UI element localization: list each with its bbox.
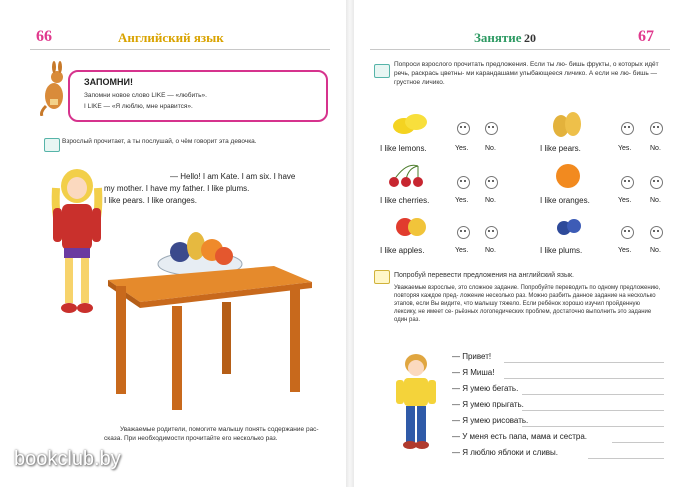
remember-line2: I LIKE — «Я люблю, мне нравится». <box>84 103 193 110</box>
plums-icon <box>554 210 584 240</box>
story-line-1: — Hello! I am Kate. I am six. I have <box>170 172 296 181</box>
no-label: No. <box>650 197 661 204</box>
phrase-7: — Я люблю яблоки и сливы. <box>452 448 559 457</box>
yes-label: Yes. <box>455 197 469 204</box>
listen-instruction: Взрослый прочитает, а ты послушай, о чём говорит эта девочка. <box>62 138 257 145</box>
phrase-6: — У меня есть папа, мама и сестра. <box>452 432 588 441</box>
boy-illustration <box>390 352 442 452</box>
yes-label: Yes. <box>455 247 469 254</box>
lesson-title: Занятие <box>474 30 522 45</box>
answer-line[interactable] <box>588 458 664 459</box>
sentence-lemons: I like lemons. <box>380 144 427 153</box>
lightbulb-icon <box>374 270 390 284</box>
left-header-title: Английский язык <box>118 30 224 45</box>
sad-face-icon[interactable] <box>485 226 498 239</box>
remember-box <box>68 70 328 122</box>
smiley-face-icon[interactable] <box>621 176 634 189</box>
apples-icon <box>394 210 428 240</box>
sentence-oranges: I like oranges. <box>540 196 590 205</box>
no-label: No. <box>650 247 661 254</box>
phrase-3: — Я умею бегать. <box>452 384 519 393</box>
no-label: No. <box>485 247 496 254</box>
sad-face-icon[interactable] <box>485 122 498 135</box>
sad-face-icon[interactable] <box>650 226 663 239</box>
sad-face-icon[interactable] <box>650 176 663 189</box>
answer-line[interactable] <box>504 362 664 363</box>
sad-face-icon[interactable] <box>485 176 498 189</box>
sad-face-icon[interactable] <box>650 122 663 135</box>
yes-label: Yes. <box>618 145 632 152</box>
remember-line1: Запомни новое слово LIKE — «любить». <box>84 92 207 99</box>
page-number-left: 66 <box>36 28 52 45</box>
story-line-3: I like pears. I like oranges. <box>104 196 197 205</box>
smiley-face-icon[interactable] <box>457 176 470 189</box>
header-rule <box>370 49 670 50</box>
page-number-right: 67 <box>638 28 654 45</box>
parents-note-line-1: Уважаемые родители, помогите малышу понять содержание рас- <box>120 426 319 433</box>
phrase-2: — Я Миша! <box>452 368 495 377</box>
phrase-4: — Я умею прыгать. <box>452 400 524 409</box>
yes-label: Yes. <box>618 247 632 254</box>
answer-line[interactable] <box>504 378 664 379</box>
smiley-face-icon[interactable] <box>621 226 634 239</box>
answer-line[interactable] <box>522 426 664 427</box>
task2-instruction: Попробуй перевести предложения на английский язык. <box>394 272 574 279</box>
kangaroo-illustration <box>38 60 70 116</box>
yes-label: Yes. <box>455 145 469 152</box>
table-with-fruit-illustration <box>100 222 330 412</box>
smiley-face-icon[interactable] <box>457 122 470 135</box>
sentence-apples: I like apples. <box>380 246 425 255</box>
sentence-cherries: I like cherries. <box>380 196 430 205</box>
adult-note: Уважаемые взрослые, это сложное задание. Попробуйте переводить по одному предложению, повторяя каждое пред- ложение несколько раз. Можно разбить данное задание на несколько этапов, если Вы видите, что малышу тяжело. Если ребёнок хорошо изучил пройденную лексику, не имеет се- рьёзных логопедических проблем, достаточно выполнить это задание один раз. <box>394 285 661 324</box>
watermark-bookclub: bookclub.by <box>14 448 121 470</box>
smiley-face-icon[interactable] <box>621 122 634 135</box>
sentence-plums: I like plums. <box>540 246 583 255</box>
no-label: No. <box>485 145 496 152</box>
listen-icon <box>44 138 60 152</box>
left-page <box>0 0 346 487</box>
cherries-icon <box>388 160 428 190</box>
header-rule <box>30 49 330 50</box>
answer-line[interactable] <box>522 410 664 411</box>
story-line-2: my mother. I have my father. I like plums. <box>104 184 250 193</box>
task1-instruction: Попроси взрослого прочитать предложения. Если ты лю- бишь фрукты, о которых идёт речь, раскрась цветны- ми карандашами улыбающееся личико. А если не лю- бишь — грустное личико. <box>394 61 659 86</box>
remember-title: ЗАПОМНИ! <box>84 77 133 87</box>
answer-line[interactable] <box>612 442 664 443</box>
task-icon <box>374 64 390 78</box>
parents-note-line-2: сказа. При необходимости прочитайте его несколько раз. <box>104 435 278 442</box>
no-label: No. <box>485 197 496 204</box>
lemons-icon <box>392 110 428 138</box>
sentence-pears: I like pears. <box>540 144 581 153</box>
orange-icon <box>552 160 584 190</box>
smiley-face-icon[interactable] <box>457 226 470 239</box>
phrase-5: — Я умею рисовать. <box>452 416 529 425</box>
no-label: No. <box>650 145 661 152</box>
yes-label: Yes. <box>618 197 632 204</box>
lesson-number: 20 <box>524 31 536 45</box>
right-page <box>354 0 700 487</box>
pears-icon <box>550 104 584 138</box>
answer-line[interactable] <box>522 394 664 395</box>
book-gutter <box>346 0 354 487</box>
phrase-1: — Привет! <box>452 352 492 361</box>
